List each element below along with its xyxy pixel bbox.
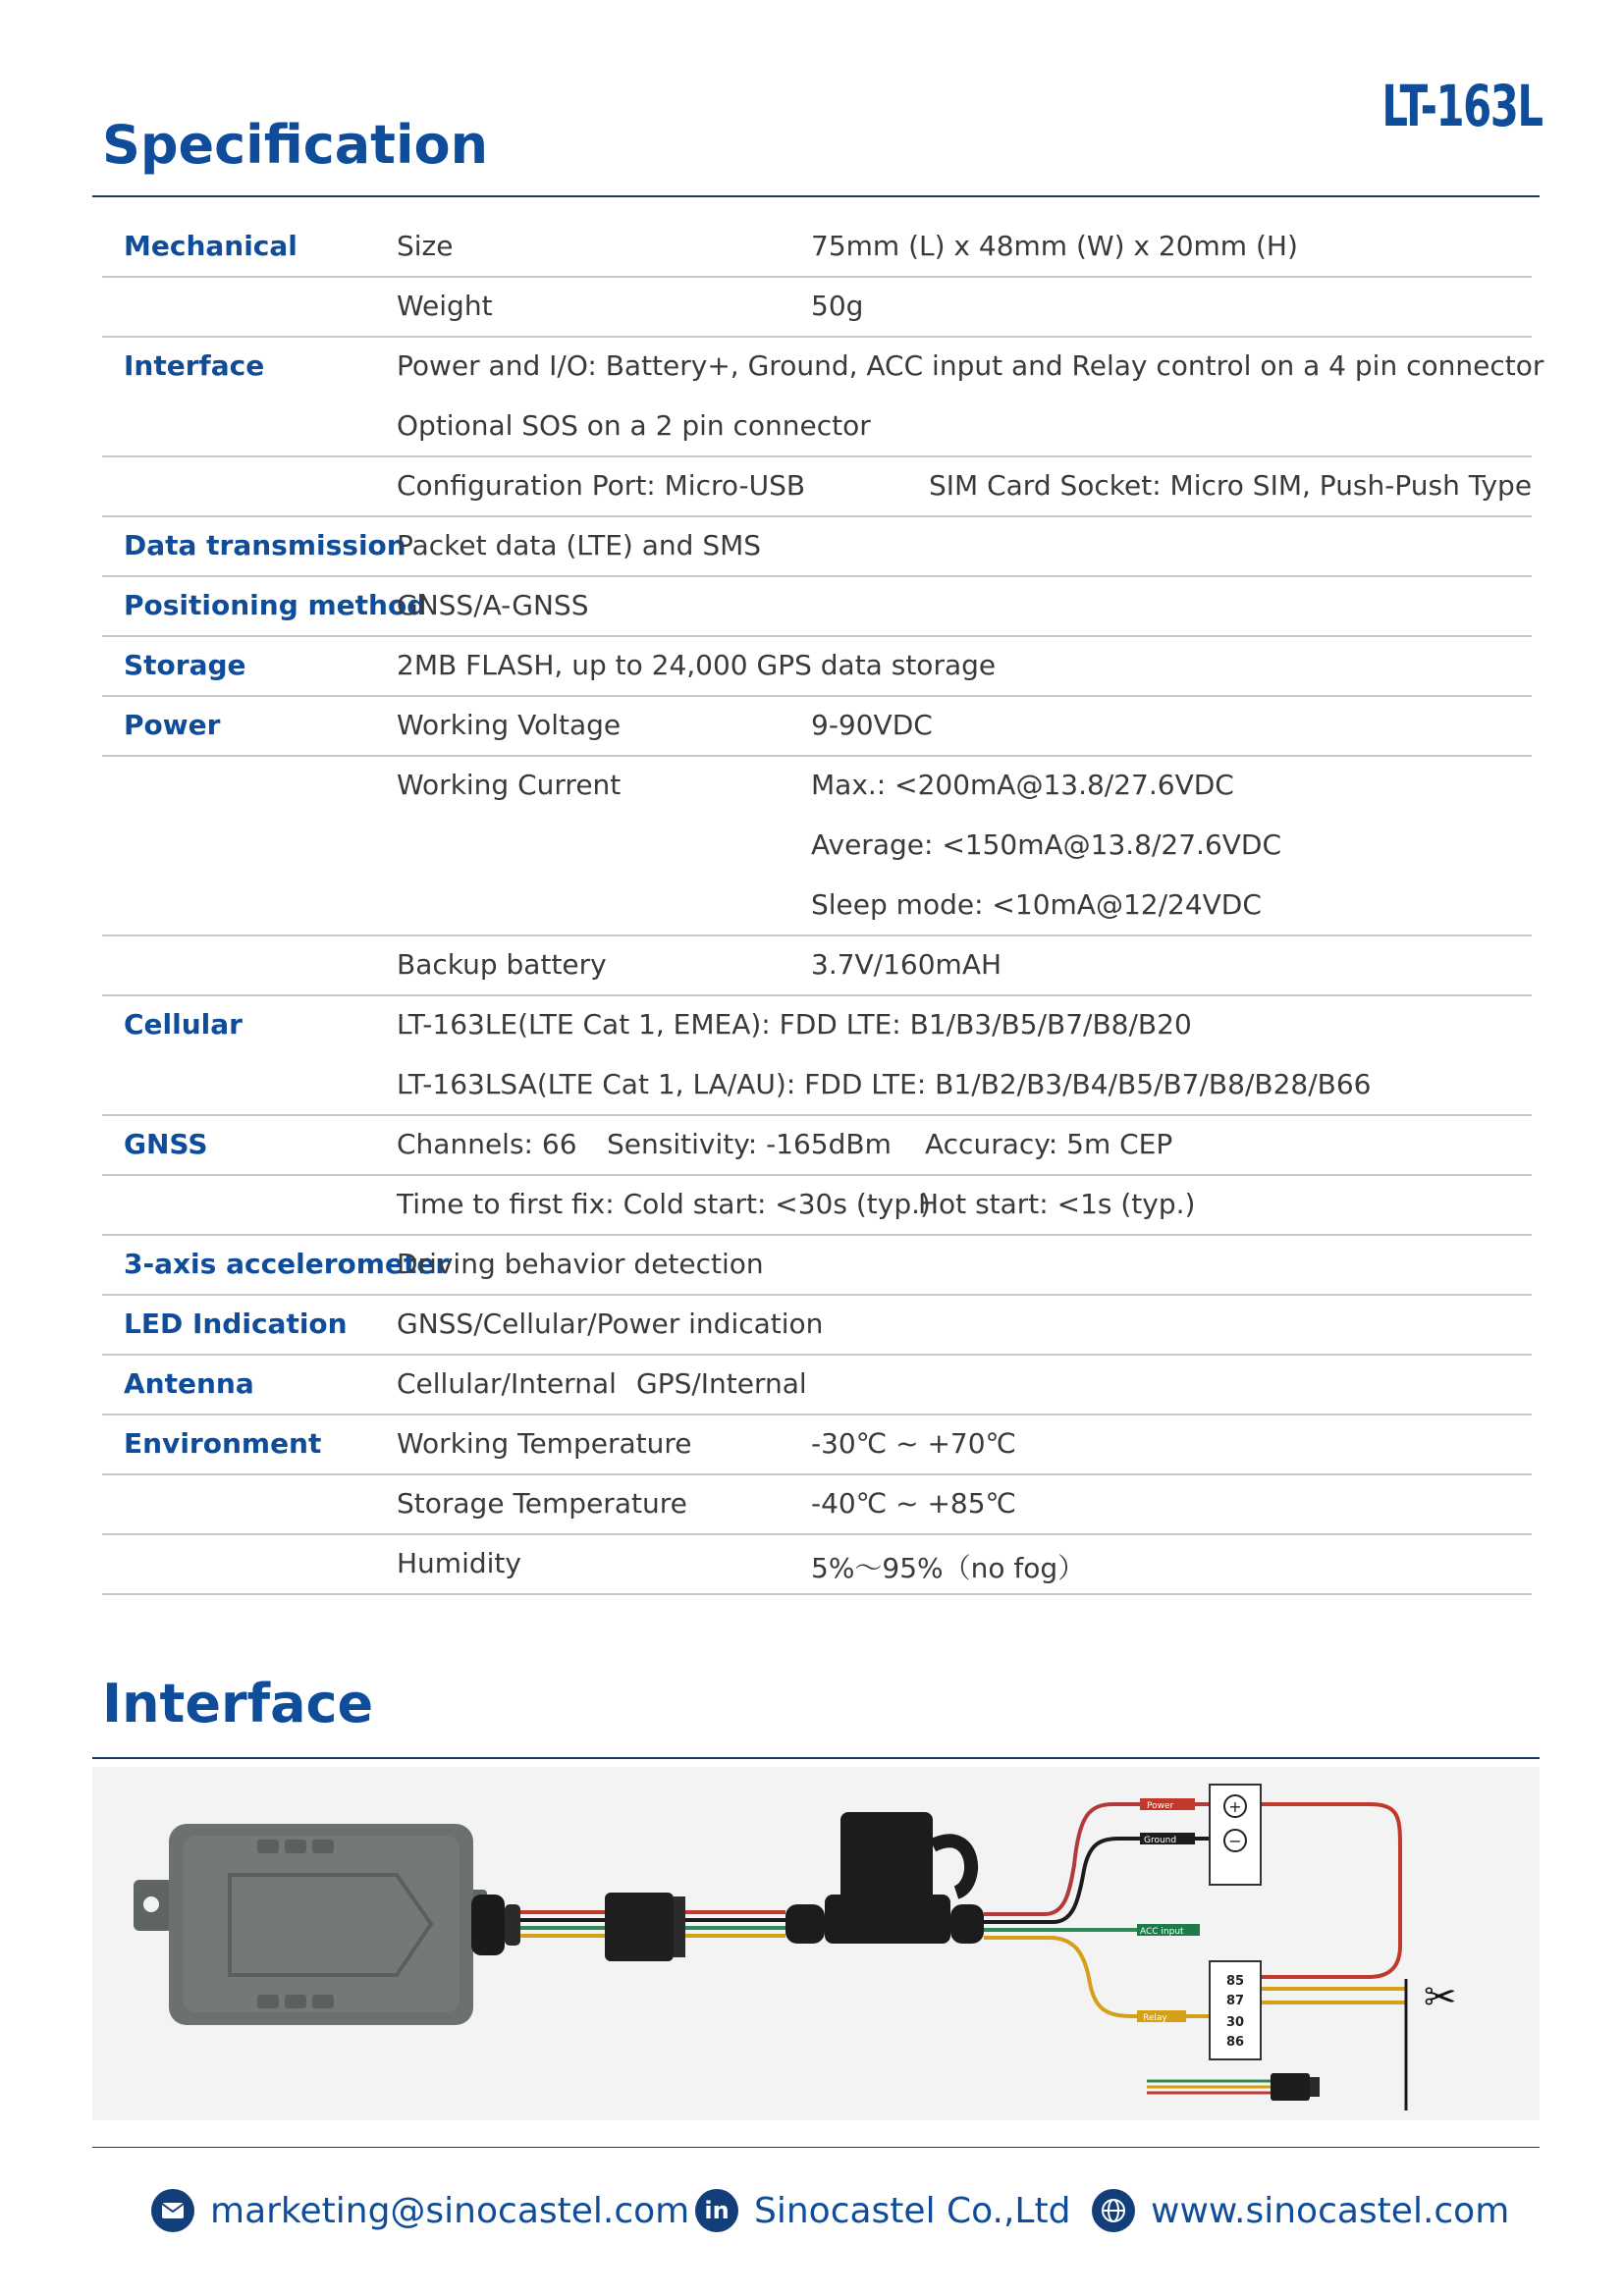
website-text: www.sinocastel.com — [1151, 2190, 1510, 2231]
spec-category: Mechanical — [124, 230, 298, 262]
footer-website[interactable] — [1092, 2189, 1509, 2232]
spec-row — [102, 1415, 1532, 1475]
spec-value: Sensitivity: -165dBm — [607, 1128, 892, 1160]
spec-value: Channels: 66 — [397, 1128, 577, 1160]
linkedin-icon: in — [695, 2189, 738, 2232]
spec-value: 75mm (L) x 48mm (W) x 20mm (H) — [811, 230, 1298, 262]
spec-row — [102, 517, 1532, 577]
spec-category: 3-axis accelerometer — [124, 1248, 450, 1280]
spec-value: Humidity — [397, 1547, 521, 1579]
company-text: Sinocastel Co.,Ltd — [754, 2190, 1071, 2231]
sos-connector — [1271, 2073, 1310, 2101]
spec-row — [102, 1176, 1532, 1236]
spec-value: 2MB FLASH, up to 24,000 GPS data storage — [397, 649, 997, 681]
spec-value: Hot start: <1s (typ.) — [918, 1188, 1196, 1220]
interface-rule — [92, 1757, 1540, 1759]
cable-boot — [471, 1895, 505, 1955]
spec-category: Data transmission — [124, 529, 406, 561]
spec-row — [102, 278, 1532, 338]
plus-symbol: + — [1228, 1797, 1242, 1816]
email-text: marketing@sinocastel.com — [210, 2190, 690, 2231]
spec-category: Antenna — [124, 1367, 254, 1400]
footer-company[interactable] — [695, 2189, 1070, 2232]
spec-value: Size — [397, 230, 454, 262]
spec-value: Configuration Port: Micro-USB — [397, 469, 806, 502]
spec-value: Power and I/O: Battery+, Ground, ACC input and Relay control on a 4 pin connector — [397, 349, 1544, 382]
spec-value: Cellular/Internal — [397, 1367, 617, 1400]
spec-row — [102, 936, 1532, 996]
spec-value: Working Current — [397, 769, 622, 801]
model-number: LT-163L — [1380, 73, 1542, 139]
spec-row — [102, 1236, 1532, 1296]
tracker-device — [134, 1824, 487, 2025]
relay-label: Relay — [1143, 2013, 1167, 2023]
spec-row — [102, 457, 1532, 517]
spec-value: Average: <150mA@13.8/27.6VDC — [811, 828, 1282, 861]
interface-heading: Interface — [102, 1673, 374, 1735]
footer-rule — [92, 2147, 1540, 2148]
spec-value: 9-90VDC — [811, 709, 933, 741]
relay-pin-85: 85 — [1225, 1974, 1245, 1989]
spec-value: Optional SOS on a 2 pin connector — [397, 409, 871, 442]
relay-pin-87: 87 — [1225, 1994, 1245, 2008]
spec-value: 50g — [811, 290, 864, 322]
spec-value: Sleep mode: <10mA@12/24VDC — [811, 888, 1262, 921]
relay-pin-30: 30 — [1225, 2015, 1245, 2030]
spec-value: Time to first fix: Cold start: <30s (typ.) — [397, 1188, 931, 1220]
spec-row — [102, 218, 1532, 278]
spec-category: LED Indication — [124, 1308, 348, 1340]
power-label: Power — [1147, 1801, 1174, 1811]
spec-row — [102, 637, 1532, 697]
wiring-diagram-svg — [92, 1767, 1540, 2120]
spec-category: Storage — [124, 649, 246, 681]
relay-pin-86: 86 — [1225, 2035, 1245, 2050]
spec-value: 5%～95%（no fog） — [811, 1552, 1086, 1584]
spec-row — [102, 1296, 1532, 1356]
ground-label: Ground — [1144, 1836, 1177, 1845]
spec-row — [102, 1356, 1532, 1415]
heading-rule — [92, 195, 1540, 197]
spec-value: Weight — [397, 290, 493, 322]
footer-email[interactable] — [151, 2189, 689, 2232]
spec-value: GNSS/A-GNSS — [397, 589, 589, 621]
spec-row — [102, 757, 1532, 936]
fuse-holder — [785, 1812, 984, 1944]
spec-value: Accuracy: 5m CEP — [925, 1128, 1173, 1160]
spec-value: GPS/Internal — [636, 1367, 807, 1400]
wire-bundle — [520, 1912, 605, 1936]
spec-row — [102, 697, 1532, 757]
spec-value: Backup battery — [397, 948, 607, 981]
sos-harness — [1147, 2081, 1271, 2093]
spec-value: 3.7V/160mAH — [811, 948, 1002, 981]
spec-category: GNSS — [124, 1128, 208, 1160]
spec-value: Max.: <200mA@13.8/27.6VDC — [811, 769, 1234, 801]
spec-value: -40℃ ~ +85℃ — [811, 1487, 1016, 1520]
wiring-diagram — [92, 1767, 1540, 2120]
envelope-icon — [151, 2189, 194, 2232]
spec-category: Power — [124, 709, 221, 741]
four-pin-connector — [605, 1893, 674, 1961]
spec-value: SIM Card Socket: Micro SIM, Push-Push Type — [929, 469, 1533, 502]
spec-row — [102, 1535, 1532, 1595]
spec-category: Cellular — [124, 1008, 243, 1041]
spec-category: Positioning method — [124, 589, 427, 621]
spec-row — [102, 577, 1532, 637]
specification-heading: Specification — [102, 114, 489, 176]
acc-label: ACC input — [1140, 1927, 1184, 1937]
spec-row — [102, 996, 1532, 1116]
specification-table — [102, 218, 1544, 1595]
spec-row — [102, 1116, 1532, 1176]
spec-value: -30℃ ~ +70℃ — [811, 1427, 1016, 1460]
spec-value: Storage Temperature — [397, 1487, 687, 1520]
spec-row — [102, 338, 1544, 457]
scissors-icon: ✂ — [1424, 1975, 1457, 2020]
spec-row — [102, 1475, 1532, 1535]
spec-value: Driving behavior detection — [397, 1248, 764, 1280]
spec-value: Working Voltage — [397, 709, 622, 741]
spec-category: Interface — [124, 349, 265, 382]
globe-icon — [1092, 2189, 1135, 2232]
minus-symbol: − — [1228, 1832, 1242, 1850]
spec-value: LT-163LSA(LTE Cat 1, LA/AU): FDD LTE: B1/B2/B3/B4/B5/B7/B8/B28/B66 — [397, 1068, 1372, 1100]
spec-value: Packet data (LTE) and SMS — [397, 529, 762, 561]
spec-value: LT-163LE(LTE Cat 1, EMEA): FDD LTE: B1/B3/B5/B7/B8/B20 — [397, 1008, 1192, 1041]
spec-value: Working Temperature — [397, 1427, 692, 1460]
spec-category: Environment — [124, 1427, 322, 1460]
spec-value: GNSS/Cellular/Power indication — [397, 1308, 824, 1340]
